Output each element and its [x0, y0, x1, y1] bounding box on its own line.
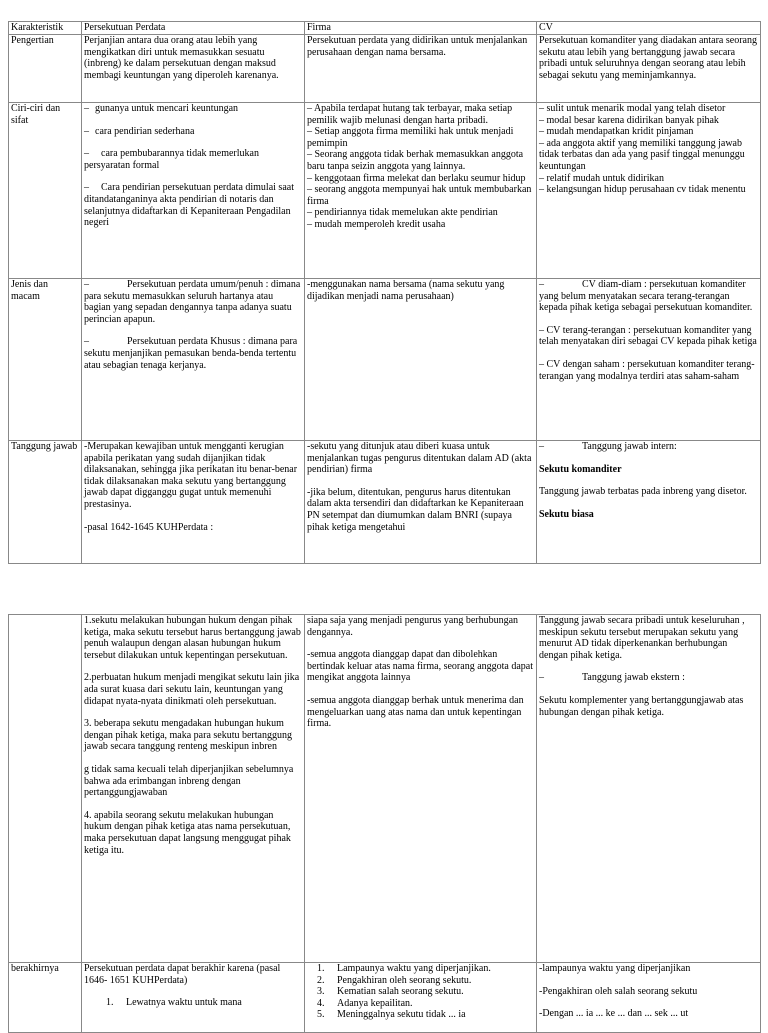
ciri-cv [537, 103, 761, 279]
tanggung-cv-ekstern: – Tanggung jawab ekstern : [539, 672, 685, 684]
header-karakteristik: Karakteristik [9, 22, 82, 35]
tanggung-perdata [82, 441, 305, 564]
berakhir-firma [305, 963, 537, 1033]
ciri-perdata-item: – gunanya untuk mencari keuntungan [84, 103, 239, 114]
berakhir-cv [537, 963, 761, 1033]
ciri-firma-item: – Seorang anggota tidak berhak memasukkan anggota baru tanpa seizin anggota yang lainnya. [307, 149, 524, 172]
jenis-cv-terang: – CV terang-terangan : persekutuan komanditer yang telah menyatakan diri sebagai CV kepada pihak ketiga [539, 324, 757, 348]
tanggung-firma-continued [305, 615, 537, 963]
jenis-perdata [82, 279, 305, 441]
row-tanggung-jawab [9, 441, 761, 564]
berakhir-cv-item: -Dengan ... ia ... ke ... dan ... sek ... ut [539, 1008, 689, 1020]
label-empty [9, 615, 82, 963]
tanggung-perdata-point: 3. beberapa sekutu mengadakan hubungan hukum dengan pihak ketiga, maka para sekutu bertanggung jawab secara tanggung renteng meskipun inbren [84, 718, 292, 753]
tanggung-cv [537, 441, 761, 564]
ciri-perdata [82, 103, 305, 279]
header-persekutuan-perdata: Persekutuan Perdata [82, 22, 305, 35]
tanggung-firma-point: -semua anggota dianggap berhak untuk menerima dan mengeluarkan uang atas nama dan untuk kepentingan firma. [307, 694, 524, 730]
berakhir-cv-item: -Pengakhiran oleh salah seorang sekutu [539, 985, 698, 997]
ciri-cv-item: – mudah mendapatkan kridit pinjaman [539, 126, 694, 138]
label-ciri-ciri: Ciri-ciri dan sifat [9, 103, 82, 279]
jenis-cv [537, 279, 761, 441]
tanggung-perdata-text: -Merupakan kewajiban untuk mengganti kerugian apabila perikatan yang sudah dijanjikan tidak dilaksanakan, sehingga jika perikatan itu benar-benar tidak dilaksanakan maka sekutu yang bertanggung jawab dapat digganggu gugat untuk memenuhi prestasinya. [84, 441, 298, 510]
tanggung-cv-text: Tanggung jawab terbatas pada inbreng yang disetor. [539, 486, 747, 498]
berakhir-firma-item: 1. Lampaunya waktu yang diperjanjikan. [327, 963, 534, 975]
tanggung-firma [305, 441, 537, 564]
comparison-table-part-2 [8, 614, 761, 1033]
berakhir-cv-item: -lampaunya waktu yang diperjanjikan [539, 963, 691, 974]
tanggung-perdata-point: 2.perbuatan hukum menjadi mengikat sekutu lain jika ada surat kuasa dari sekutu lain, keuntungan yang didapat nyata-nyata dinikmati oleh persekutuan. [84, 672, 300, 707]
ciri-cv-item: – modal besar karena didirikan banyak pihak [539, 114, 719, 126]
label-berakhirnya: berakhirnya [9, 963, 82, 1033]
row-berakhirnya [9, 963, 761, 1033]
tanggung-cv-komanditer: Sekutu komanditer [539, 463, 622, 475]
ciri-perdata-item: – Cara pendirian persekutuan perdata dimulai saat ditandatanganinya akta pendirian di notaris dan selanjutnya didaftarkan di Kepaniteraan Pengadilan negeri [84, 182, 294, 229]
ciri-firma [305, 103, 537, 279]
ciri-firma-item: – Setiap anggota firma memiliki hak untuk menjadi pemimpin [307, 126, 514, 149]
berakhir-firma-item: 2. Pengakhiran oleh seorang sekutu. [327, 975, 534, 987]
pengertian-cv: Persekutuan komanditer yang diadakan antara seorang sekutu atau lebih yang bertanggung jawab secara pribadi untuk seluruhnya dengan seorang atau lebih sebagai sekutu yang meminjamkannya. [537, 35, 761, 103]
jenis-cv-saham: – CV dengan saham : persekutuan komanditer terang-terangan yang modalnya terdiri atas saham-saham [539, 358, 755, 382]
label-jenis: Jenis dan macam [9, 279, 82, 441]
row-tanggung-jawab-continued [9, 615, 761, 963]
pengertian-firma: Persekutuan perdata yang didirikan untuk menjalankan perusahaan dengan nama bersama. [305, 35, 537, 103]
berakhir-perdata-item: 1. Lewatnya waktu untuk mana [116, 997, 302, 1009]
ciri-perdata-item: – cara pendirian sederhana [84, 125, 195, 137]
comparison-table-part-1 [8, 21, 761, 564]
label-tanggung-jawab: Tanggung jawab [9, 441, 82, 564]
jenis-perdata-khusus: – Persekutuan perdata Khusus : dimana para sekutu menjanjikan pemasukan benda-benda tertentu atau sebagian tenaga kerjanya. [84, 336, 298, 371]
tanggung-perdata-point: 1.sekutu melakukan hubungan hukum dengan pihak ketiga, maka sekutu tersebut harus bertanggung jawab penuh walaupun dengan alasan hubungan hukum tersebut dilakukan untuk kepentingan persekutuan. [84, 615, 301, 661]
tanggung-cv-biasa: Sekutu biasa [539, 508, 594, 520]
jenis-cv-diam: – CV diam-diam : persekutuan komanditer yang belum menyatakan secara terang-terangan kepada pihak ketiga sebagai persekutuan komanditer. [539, 279, 753, 314]
jenis-perdata-umum: – Persekutuan perdata umum/penuh : dimana para sekutu memasukkan seluruh hartanya atau bagian yang sepadan dengannya tanpa adanya suatu perincian apapun. [84, 279, 301, 325]
tanggung-cv-intern: – Tanggung jawab intern: [539, 441, 677, 452]
berakhir-firma-item: 3. Kematian salah seorang sekutu. [327, 986, 534, 998]
berakhir-perdata-text: Persekutuan perdata dapat berakhir karena (pasal 1646- 1651 KUHPerdata) [84, 963, 281, 986]
row-jenis [9, 279, 761, 441]
tanggung-perdata-continued [82, 615, 305, 963]
ciri-cv-item: – relatif mudah untuk didirikan [539, 172, 664, 184]
row-ciri-ciri [9, 103, 761, 279]
tanggung-cv-continued [537, 615, 761, 963]
berakhir-firma-item: 5. Meninggalnya sekutu tidak ... ia [327, 1009, 534, 1021]
ciri-firma-item: – mudah memperoleh kredit usaha [307, 218, 446, 230]
ciri-cv-item: – ada anggota aktif yang memiliki tanggung jawab tidak terbatas dan ada yang pasif tinggal menunggu keuntungan [539, 137, 745, 172]
tanggung-firma-point: siapa saja yang menjadi pengurus yang berhubungan dengannya. [307, 615, 519, 638]
ciri-cv-item: – kelangsungan hidup perusahaan cv tidak menentu [539, 184, 746, 196]
ciri-firma-item: – pendiriannya tidak memelukan akte pendirian [307, 207, 498, 219]
tanggung-cv-point: Sekutu komplementer yang bertanggungjawab atas hubungan dengan pihak ketiga. [539, 694, 744, 718]
header-row [9, 22, 761, 35]
berakhir-firma-item: 4. Adanya kepailitan. [327, 998, 534, 1010]
ciri-firma-item: – kenggotaan firma melekat dan berlaku seumur hidup [307, 172, 526, 184]
header-firma: Firma [305, 22, 537, 35]
pengertian-perdata: Perjanjian antara dua orang atau lebih yang mengikatkan diri untuk memasukkan sesuatu (inbreng) ke dalam persekutuan dengan maksud membagi keuntungan yang diperoleh karenanya. [82, 35, 305, 103]
tanggung-perdata-point: 4. apabila seorang sekutu melakukan hubungan hukum dengan pihak ketiga atas nama persekutuan, maka persekutuan dapat langsung menggugat pihak ketiga itu. [84, 809, 291, 856]
tanggung-perdata-point: g tidak sama kecuali telah diperjanjikan sebelumnya bahwa ada erimbangan inbreng dengan pertanggungjawaban [84, 763, 294, 799]
tanggung-firma-text: -sekutu yang ditunjuk atau diberi kuasa untuk menjalankan tugas pengurus ditentukan dalam AD (akta pendirian) firma [307, 441, 532, 476]
tanggung-cv-point: Tanggung jawab secara pribadi untuk keseluruhan , meskipun sekutu tersebut merupakan sekutu yang menurut AD tidak diperkenankan berhubungan dengan pihak ketiga. [539, 615, 745, 661]
tanggung-firma-point: -semua anggota dianggap dapat dan dibolehkan bertindak keluar atas nama firma, seorang anggota dapat mengikat anggota lainnya [307, 649, 534, 684]
tanggung-firma-text: -jika belum, ditentukan, pengurus harus ditentukan dalam akta tersendiri dan didaftarkan ke Kepaniteraan PN setempat dan diumumkan dalam BNRI (supaya pihak ketiga mengetahui [307, 486, 524, 533]
ciri-perdata-item: – cara pembubarannya tidak memerlukan persyaratan formal [84, 148, 259, 171]
ciri-firma-item: – seorang anggota mempunyai hak untuk membubarkan firma [307, 184, 532, 207]
label-pengertian: Pengertian [9, 35, 82, 103]
ciri-firma-item: – Apabila terdapat hutang tak terbayar, maka setiap pemilik wajib melunasi dengan harta pribadi. [307, 103, 513, 126]
row-pengertian [9, 35, 761, 103]
tanggung-perdata-pasal: -pasal 1642-1645 KUHPerdata : [84, 521, 214, 533]
ciri-cv-item: – sulit untuk menarik modal yang telah disetor [539, 103, 726, 114]
berakhir-perdata [82, 963, 305, 1033]
header-cv: CV [537, 22, 761, 35]
jenis-firma: -menggunakan nama bersama (nama sekutu yang dijadikan menjadi nama perusahaan) [305, 279, 537, 441]
